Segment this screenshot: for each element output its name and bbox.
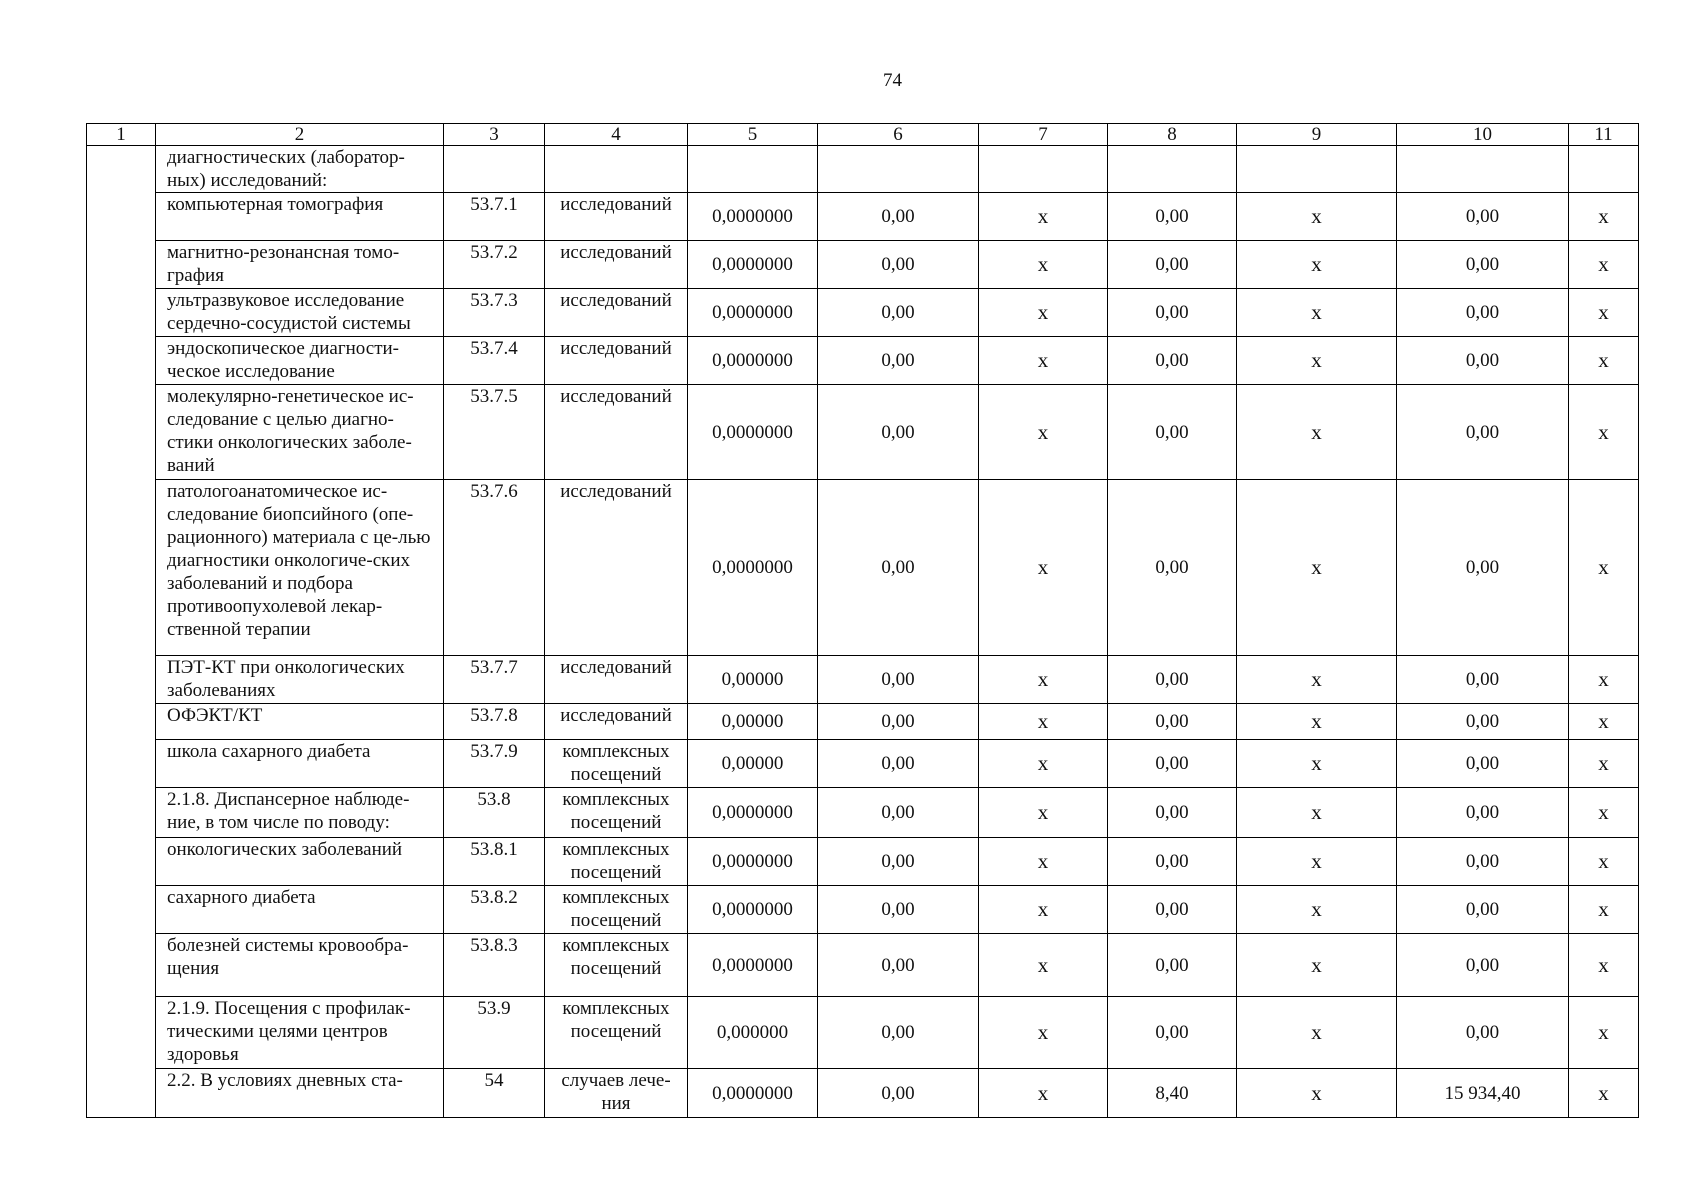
col5-cell: 0,0000000 (688, 289, 818, 337)
header-cell: 5 (688, 124, 818, 146)
col7-cell: х (979, 289, 1108, 337)
row-code-cell: 53.8.2 (444, 886, 545, 934)
col7-cell: х (979, 788, 1108, 838)
col10-cell: 0,00 (1397, 838, 1569, 886)
col6-cell: 0,00 (818, 704, 979, 740)
col8-cell: 0,00 (1108, 704, 1237, 740)
col11-cell: х (1569, 704, 1639, 740)
row-unit-cell: исследований (545, 289, 688, 337)
row-unit-cell: исследований (545, 337, 688, 385)
col5-cell: 0,0000000 (688, 480, 818, 656)
row-unit-cell: комплексных посещений (545, 886, 688, 934)
row-code-cell: 53.7.7 (444, 656, 545, 704)
col9-cell: х (1237, 193, 1397, 241)
col5-cell: 0,0000000 (688, 886, 818, 934)
col5-cell: 0,0000000 (688, 1069, 818, 1118)
col7-cell: х (979, 1069, 1108, 1118)
col5-cell: 0,0000000 (688, 788, 818, 838)
row-name-cell: эндоскопическое диагности-ческое исследование (156, 337, 444, 385)
row-unit-cell: исследований (545, 704, 688, 740)
row-unit-cell: исследований (545, 193, 688, 241)
col10-cell: 0,00 (1397, 788, 1569, 838)
col5-cell: 0,0000000 (688, 337, 818, 385)
col6-cell: 0,00 (818, 289, 979, 337)
col10-cell: 0,00 (1397, 886, 1569, 934)
col8-cell: 0,00 (1108, 838, 1237, 886)
col10-cell: 0,00 (1397, 934, 1569, 997)
row-name-cell: онкологических заболеваний (156, 838, 444, 886)
col5-cell: 0,00000 (688, 704, 818, 740)
col8-cell: 0,00 (1108, 289, 1237, 337)
table-row (87, 656, 1639, 704)
row-code-cell: 53.7.2 (444, 241, 545, 289)
col5-cell (688, 146, 818, 193)
col7-cell: х (979, 740, 1108, 788)
row-name-cell: патологоанатомическое ис-следование биопсийного (опе-рационного) материала с це-лью диагностики онкологиче-ских заболеваний и подбора противоопухолевой лекар-ственной терапии (156, 480, 444, 656)
row-code-cell: 53.7.3 (444, 289, 545, 337)
col8-cell: 0,00 (1108, 656, 1237, 704)
row-name-cell: ОФЭКТ/КТ (156, 704, 444, 740)
row-name-cell: школа сахарного диабета (156, 740, 444, 788)
col9-cell: х (1237, 788, 1397, 838)
header-cell: 11 (1569, 124, 1639, 146)
col9-cell: х (1237, 1069, 1397, 1118)
table-row (87, 934, 1639, 997)
col7-cell: х (979, 241, 1108, 289)
row-name-cell: магнитно-резонансная томо-графия (156, 241, 444, 289)
col5-cell: 0,0000000 (688, 193, 818, 241)
col9-cell: х (1237, 704, 1397, 740)
header-row (87, 124, 1639, 146)
col10-cell: 0,00 (1397, 480, 1569, 656)
header-cell: 6 (818, 124, 979, 146)
col11-cell: х (1569, 740, 1639, 788)
header-cell: 9 (1237, 124, 1397, 146)
col9-cell: х (1237, 385, 1397, 480)
col9-cell: х (1237, 886, 1397, 934)
row-unit-cell: исследований (545, 241, 688, 289)
col9-cell: х (1237, 480, 1397, 656)
col7-cell: х (979, 997, 1108, 1069)
row-name-cell: ПЭТ-КТ при онкологических заболеваниях (156, 656, 444, 704)
row-unit-cell: исследований (545, 385, 688, 480)
row-unit-cell: комплексных посещений (545, 788, 688, 838)
col9-cell (1237, 146, 1397, 193)
col11-cell: х (1569, 886, 1639, 934)
header-cell: 4 (545, 124, 688, 146)
col11-cell: х (1569, 1069, 1639, 1118)
col8-cell: 8,40 (1108, 1069, 1237, 1118)
col6-cell: 0,00 (818, 385, 979, 480)
col11-cell: х (1569, 656, 1639, 704)
header-cell: 10 (1397, 124, 1569, 146)
col11-cell (1569, 146, 1639, 193)
row-name-cell: 2.1.8. Диспансерное наблюде-ние, в том числе по поводу: (156, 788, 444, 838)
col10-cell (1397, 146, 1569, 193)
col6-cell: 0,00 (818, 997, 979, 1069)
col11-cell: х (1569, 289, 1639, 337)
col6-cell: 0,00 (818, 934, 979, 997)
col8-cell: 0,00 (1108, 480, 1237, 656)
col6-cell: 0,00 (818, 886, 979, 934)
table-row (87, 146, 1639, 193)
col11-cell: х (1569, 241, 1639, 289)
col7-cell: х (979, 193, 1108, 241)
col10-cell: 0,00 (1397, 385, 1569, 480)
table-row (87, 740, 1639, 788)
col8-cell: 0,00 (1108, 997, 1237, 1069)
col10-cell: 0,00 (1397, 656, 1569, 704)
col6-cell: 0,00 (818, 480, 979, 656)
row-code-cell: 53.8 (444, 788, 545, 838)
col5-cell: 0,00000 (688, 740, 818, 788)
row-code-cell: 53.7.9 (444, 740, 545, 788)
col8-cell: 0,00 (1108, 886, 1237, 934)
col11-cell: х (1569, 337, 1639, 385)
col6-cell: 0,00 (818, 1069, 979, 1118)
col8-cell: 0,00 (1108, 788, 1237, 838)
table-row (87, 838, 1639, 886)
row-unit-cell: исследований (545, 656, 688, 704)
table-row (87, 480, 1639, 656)
col9-cell: х (1237, 838, 1397, 886)
col9-cell: х (1237, 289, 1397, 337)
col9-cell: х (1237, 997, 1397, 1069)
col11-cell: х (1569, 385, 1639, 480)
table-row (87, 997, 1639, 1069)
row-unit-cell: исследований (545, 480, 688, 656)
row-name-cell: болезней системы кровообра-щения (156, 934, 444, 997)
row-name-cell: компьютерная томография (156, 193, 444, 241)
col8-cell: 0,00 (1108, 241, 1237, 289)
col6-cell: 0,00 (818, 740, 979, 788)
table-row (87, 704, 1639, 740)
col5-cell: 0,0000000 (688, 934, 818, 997)
row-name-cell: 2.1.9. Посещения с профилак-тическими целями центров здоровья (156, 997, 444, 1069)
col7-cell: х (979, 886, 1108, 934)
col7-cell: х (979, 337, 1108, 385)
col8-cell: 0,00 (1108, 740, 1237, 788)
row-code-cell: 53.7.8 (444, 704, 545, 740)
row-unit-cell (545, 146, 688, 193)
row-code-cell: 53.8.3 (444, 934, 545, 997)
col10-cell: 15 934,40 (1397, 1069, 1569, 1118)
table-row (87, 886, 1639, 934)
table-row (87, 289, 1639, 337)
col6-cell: 0,00 (818, 838, 979, 886)
col11-cell: х (1569, 997, 1639, 1069)
col8-cell: 0,00 (1108, 193, 1237, 241)
row-code-cell: 53.9 (444, 997, 545, 1069)
col8-cell: 0,00 (1108, 934, 1237, 997)
col6-cell: 0,00 (818, 788, 979, 838)
row-code-cell: 53.7.6 (444, 480, 545, 656)
data-table (86, 123, 1639, 1118)
col7-cell: х (979, 480, 1108, 656)
col6-cell: 0,00 (818, 241, 979, 289)
row-unit-cell: комплексных посещений (545, 997, 688, 1069)
col9-cell: х (1237, 934, 1397, 997)
col7-cell: х (979, 704, 1108, 740)
col11-cell: х (1569, 838, 1639, 886)
col8-cell (1108, 146, 1237, 193)
row-name-cell: молекулярно-генетическое ис-следование с целью диагно-стики онкологических заболе-ваний (156, 385, 444, 480)
row-name-cell: сахарного диабета (156, 886, 444, 934)
col9-cell: х (1237, 656, 1397, 704)
col6-cell: 0,00 (818, 337, 979, 385)
col10-cell: 0,00 (1397, 997, 1569, 1069)
col10-cell: 0,00 (1397, 193, 1569, 241)
row-unit-cell: случаев лече-ния (545, 1069, 688, 1118)
row-name-cell: 2.2. В условиях дневных ста- (156, 1069, 444, 1118)
table-row (87, 385, 1639, 480)
col10-cell: 0,00 (1397, 289, 1569, 337)
col7-cell: х (979, 656, 1108, 704)
col9-cell: х (1237, 337, 1397, 385)
table-row (87, 1069, 1639, 1118)
header-cell: 7 (979, 124, 1108, 146)
col5-cell: 0,0000000 (688, 241, 818, 289)
col7-cell: х (979, 934, 1108, 997)
col9-cell: х (1237, 740, 1397, 788)
row-name-cell: ультразвуковое исследование сердечно-сосудистой системы (156, 289, 444, 337)
col5-cell: 0,000000 (688, 997, 818, 1069)
row-unit-cell: комплексных посещений (545, 838, 688, 886)
row-name-cell: диагностических (лаборатор-ных) исследований: (156, 146, 444, 193)
header-cell: 3 (444, 124, 545, 146)
table-row (87, 788, 1639, 838)
header-cell: 1 (87, 124, 156, 146)
col11-cell: х (1569, 788, 1639, 838)
row-code-cell: 53.7.5 (444, 385, 545, 480)
col5-cell: 0,0000000 (688, 838, 818, 886)
col9-cell: х (1237, 241, 1397, 289)
row-unit-cell: комплексных посещений (545, 740, 688, 788)
row-group-cell (87, 146, 156, 1118)
col11-cell: х (1569, 193, 1639, 241)
header-cell: 2 (156, 124, 444, 146)
col10-cell: 0,00 (1397, 740, 1569, 788)
header-cell: 8 (1108, 124, 1237, 146)
col11-cell: х (1569, 934, 1639, 997)
col7-cell (979, 146, 1108, 193)
col11-cell: х (1569, 480, 1639, 656)
page-number: 74 (883, 70, 902, 91)
col10-cell: 0,00 (1397, 241, 1569, 289)
table-row (87, 241, 1639, 289)
col7-cell: х (979, 385, 1108, 480)
col10-cell: 0,00 (1397, 337, 1569, 385)
row-code-cell: 53.7.4 (444, 337, 545, 385)
row-unit-cell: комплексных посещений (545, 934, 688, 997)
col6-cell: 0,00 (818, 656, 979, 704)
col5-cell: 0,00000 (688, 656, 818, 704)
table-row (87, 337, 1639, 385)
row-code-cell: 53.7.1 (444, 193, 545, 241)
col6-cell: 0,00 (818, 193, 979, 241)
col8-cell: 0,00 (1108, 385, 1237, 480)
col6-cell (818, 146, 979, 193)
col5-cell: 0,0000000 (688, 385, 818, 480)
row-code-cell: 54 (444, 1069, 545, 1118)
col8-cell: 0,00 (1108, 337, 1237, 385)
table-row (87, 193, 1639, 241)
row-code-cell: 53.8.1 (444, 838, 545, 886)
col10-cell: 0,00 (1397, 704, 1569, 740)
col7-cell: х (979, 838, 1108, 886)
row-code-cell (444, 146, 545, 193)
